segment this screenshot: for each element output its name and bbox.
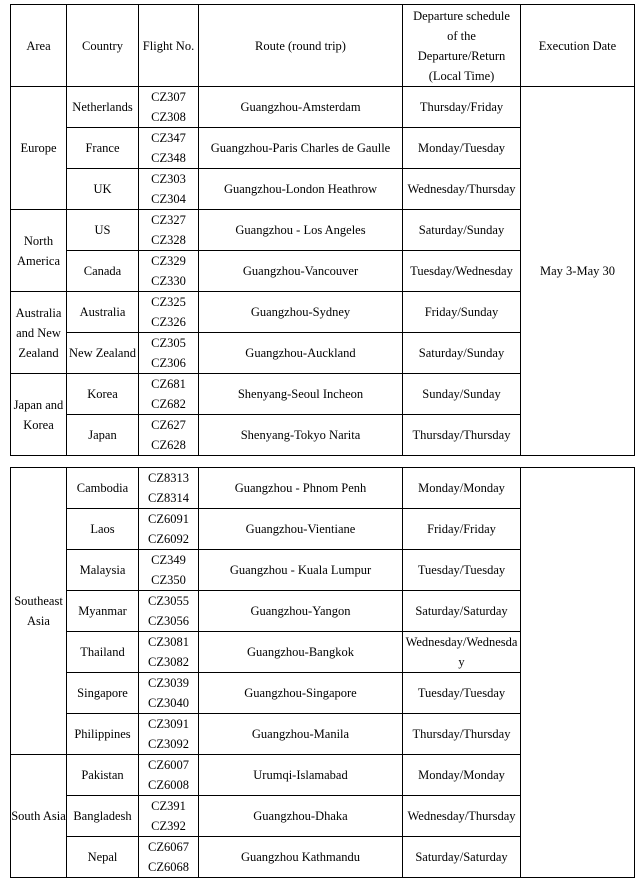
header-flight-no: Flight No. bbox=[139, 5, 199, 87]
country-cell: Thailand bbox=[67, 632, 139, 673]
country-cell: Japan bbox=[67, 415, 139, 456]
flight-no-cell bbox=[139, 796, 199, 837]
route-cell: Guangzhou - Kuala Lumpur bbox=[199, 550, 403, 591]
route-cell: Guangzhou-Amsterdam bbox=[199, 87, 403, 128]
flight-no-cell bbox=[139, 673, 199, 714]
route-cell: Guangzhou-Auckland bbox=[199, 333, 403, 374]
flight-number: CZ3040 bbox=[148, 696, 189, 710]
area-cell: Australia and New Zealand bbox=[11, 292, 67, 374]
flight-number: CZ627 bbox=[151, 418, 186, 432]
country-cell: Netherlands bbox=[67, 87, 139, 128]
route-cell: Shenyang-Seoul Incheon bbox=[199, 374, 403, 415]
flight-no-cell bbox=[139, 632, 199, 673]
flight-number: CZ3092 bbox=[148, 737, 189, 751]
schedule-cell: Tuesday/Wednesday bbox=[403, 251, 521, 292]
route-cell: Guangzhou-London Heathrow bbox=[199, 169, 403, 210]
schedule-cell: Monday/Tuesday bbox=[403, 128, 521, 169]
route-cell: Guangzhou-Paris Charles de Gaulle bbox=[199, 128, 403, 169]
flight-number: CZ3039 bbox=[148, 676, 189, 690]
flight-number: CZ3056 bbox=[148, 614, 189, 628]
flight-number: CZ303 bbox=[151, 172, 186, 186]
schedule-cell: Friday/Sunday bbox=[403, 292, 521, 333]
country-cell: Myanmar bbox=[67, 591, 139, 632]
country-cell: Pakistan bbox=[67, 755, 139, 796]
flight-number: CZ3081 bbox=[148, 635, 189, 649]
flight-number: CZ8314 bbox=[148, 491, 189, 505]
schedule-cell: Thursday/Thursday bbox=[403, 415, 521, 456]
flight-no-cell bbox=[139, 210, 199, 251]
flight-no-cell bbox=[139, 509, 199, 550]
schedule-cell: Wednesday/Thursday bbox=[403, 796, 521, 837]
schedule-cell: Thursday/Thursday bbox=[403, 714, 521, 755]
header-row bbox=[11, 5, 635, 87]
schedule-cell: Friday/Friday bbox=[403, 509, 521, 550]
schedule-cell: Saturday/Saturday bbox=[403, 591, 521, 632]
flight-no-cell bbox=[139, 374, 199, 415]
area-cell: North America bbox=[11, 210, 67, 292]
flight-number: CZ681 bbox=[151, 377, 186, 391]
route-cell: Guangzhou-Manila bbox=[199, 714, 403, 755]
schedule-cell: Monday/Monday bbox=[403, 755, 521, 796]
flight-number: CZ6007 bbox=[148, 758, 189, 772]
route-cell: Guangzhou-Vientiane bbox=[199, 509, 403, 550]
flight-number: CZ3082 bbox=[148, 655, 189, 669]
execution-date-cell bbox=[521, 468, 635, 878]
schedule-cell: Thursday/Friday bbox=[403, 87, 521, 128]
flight-number: CZ347 bbox=[151, 131, 186, 145]
flight-number: CZ6067 bbox=[148, 840, 189, 854]
flight-number: CZ682 bbox=[151, 397, 186, 411]
flight-number: CZ329 bbox=[151, 254, 186, 268]
country-cell: France bbox=[67, 128, 139, 169]
table-row bbox=[11, 87, 635, 128]
country-cell: US bbox=[67, 210, 139, 251]
area-cell: South Asia bbox=[11, 755, 67, 878]
country-cell: Korea bbox=[67, 374, 139, 415]
flight-number: CZ8313 bbox=[148, 471, 189, 485]
country-cell: Canada bbox=[67, 251, 139, 292]
flight-no-cell bbox=[139, 251, 199, 292]
route-cell: Guangzhou - Los Angeles bbox=[199, 210, 403, 251]
flight-number: CZ325 bbox=[151, 295, 186, 309]
flight-number: CZ392 bbox=[151, 819, 186, 833]
schedule-cell: Saturday/Sunday bbox=[403, 333, 521, 374]
country-cell: Australia bbox=[67, 292, 139, 333]
flight-no-cell bbox=[139, 415, 199, 456]
flight-no-cell bbox=[139, 292, 199, 333]
area-cell: Southeast Asia bbox=[11, 468, 67, 755]
flight-number: CZ304 bbox=[151, 192, 186, 206]
schedule-cell: Saturday/Saturday bbox=[403, 837, 521, 878]
flight-no-cell bbox=[139, 550, 199, 591]
flight-schedule-table-1 bbox=[10, 4, 635, 456]
flight-no-cell bbox=[139, 333, 199, 374]
route-cell: Urumqi-Islamabad bbox=[199, 755, 403, 796]
flight-number: CZ348 bbox=[151, 151, 186, 165]
flight-number: CZ328 bbox=[151, 233, 186, 247]
route-cell: Guangzhou-Vancouver bbox=[199, 251, 403, 292]
flight-number: CZ305 bbox=[151, 336, 186, 350]
route-cell: Guangzhou-Sydney bbox=[199, 292, 403, 333]
flight-number: CZ308 bbox=[151, 110, 186, 124]
flight-number: CZ628 bbox=[151, 438, 186, 452]
country-cell: Cambodia bbox=[67, 468, 139, 509]
flight-number: CZ3055 bbox=[148, 594, 189, 608]
area-cell: Europe bbox=[11, 87, 67, 210]
header-execution-date: Execution Date bbox=[521, 5, 635, 87]
country-cell: Singapore bbox=[67, 673, 139, 714]
header-schedule: Departure schedule of the Departure/Return (Local Time) bbox=[403, 5, 521, 87]
flight-number: CZ6008 bbox=[148, 778, 189, 792]
route-cell: Guangzhou Kathmandu bbox=[199, 837, 403, 878]
flight-no-cell bbox=[139, 837, 199, 878]
schedule-cell: Saturday/Sunday bbox=[403, 210, 521, 251]
schedule-cell: Wednesday/Thursday bbox=[403, 169, 521, 210]
flight-no-cell bbox=[139, 714, 199, 755]
schedule-cell: Tuesday/Tuesday bbox=[403, 550, 521, 591]
header-area: Area bbox=[11, 5, 67, 87]
execution-date-cell: May 3-May 30 bbox=[521, 87, 635, 456]
route-cell: Guangzhou-Bangkok bbox=[199, 632, 403, 673]
country-cell: Philippines bbox=[67, 714, 139, 755]
country-cell: Nepal bbox=[67, 837, 139, 878]
flight-number: CZ306 bbox=[151, 356, 186, 370]
country-cell: UK bbox=[67, 169, 139, 210]
country-cell: New Zealand bbox=[67, 333, 139, 374]
flight-number: CZ307 bbox=[151, 90, 186, 104]
route-cell: Guangzhou-Dhaka bbox=[199, 796, 403, 837]
schedule-cell: Tuesday/Tuesday bbox=[403, 673, 521, 714]
flight-no-cell bbox=[139, 468, 199, 509]
table-row bbox=[11, 468, 635, 509]
flight-number: CZ3091 bbox=[148, 717, 189, 731]
header-route: Route (round trip) bbox=[199, 5, 403, 87]
schedule-cell: Wednesday/Wednesday bbox=[403, 632, 521, 673]
flight-no-cell bbox=[139, 128, 199, 169]
country-cell: Bangladesh bbox=[67, 796, 139, 837]
flight-number: CZ6068 bbox=[148, 860, 189, 874]
flight-no-cell bbox=[139, 591, 199, 632]
flight-schedule-table-2 bbox=[10, 467, 635, 878]
flight-number: CZ6091 bbox=[148, 512, 189, 526]
flight-no-cell bbox=[139, 87, 199, 128]
route-cell: Guangzhou-Yangon bbox=[199, 591, 403, 632]
flight-number: CZ350 bbox=[151, 573, 186, 587]
flight-number: CZ327 bbox=[151, 213, 186, 227]
flight-number: CZ391 bbox=[151, 799, 186, 813]
area-cell: Japan and Korea bbox=[11, 374, 67, 456]
header-country: Country bbox=[67, 5, 139, 87]
flight-no-cell bbox=[139, 755, 199, 796]
route-cell: Shenyang-Tokyo Narita bbox=[199, 415, 403, 456]
flight-number: CZ6092 bbox=[148, 532, 189, 546]
route-cell: Guangzhou - Phnom Penh bbox=[199, 468, 403, 509]
schedule-cell: Sunday/Sunday bbox=[403, 374, 521, 415]
country-cell: Malaysia bbox=[67, 550, 139, 591]
country-cell: Laos bbox=[67, 509, 139, 550]
flight-number: CZ330 bbox=[151, 274, 186, 288]
schedule-cell: Monday/Monday bbox=[403, 468, 521, 509]
route-cell: Guangzhou-Singapore bbox=[199, 673, 403, 714]
flight-number: CZ326 bbox=[151, 315, 186, 329]
flight-number: CZ349 bbox=[151, 553, 186, 567]
flight-no-cell bbox=[139, 169, 199, 210]
